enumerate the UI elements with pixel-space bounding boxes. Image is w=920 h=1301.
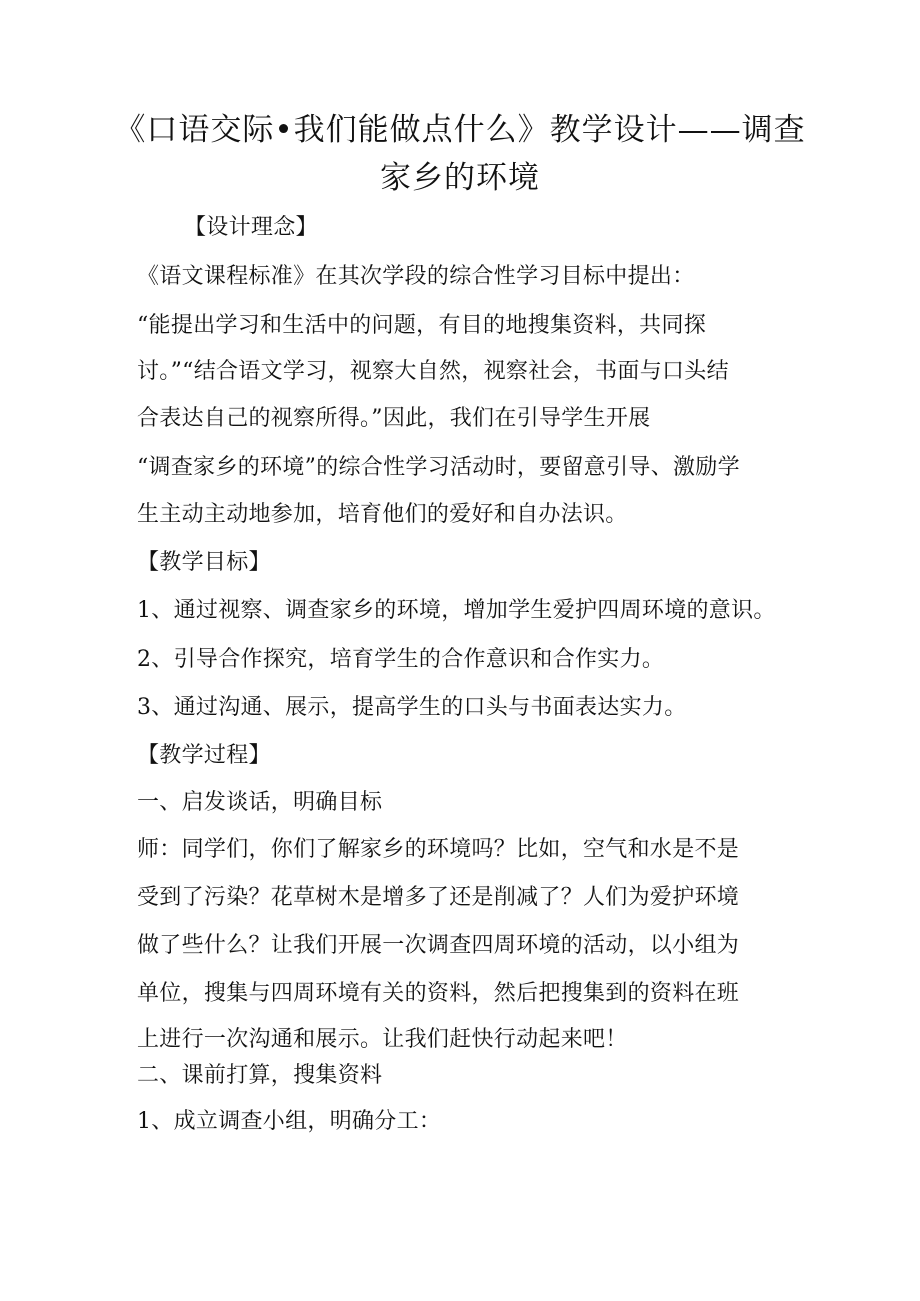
concept-line-1: 《语文课程标准》在其次学段的综合性学习目标中提出： [137, 264, 695, 289]
step-2-heading: 二、课前打算，搜集资料 [137, 1063, 383, 1088]
goal-item-1: 1、通过视察、调查家乡的环境，增加学生爱护四周环境的意识。 [137, 598, 776, 623]
goal-item-2: 2、引导合作探究，培育学生的合作意识和合作实力。 [137, 647, 665, 672]
step-1-line-2: 受到了污染？花草树木是增多了还是削减了？人们为爱护环境 [137, 885, 740, 910]
document-title-line-1: 《口语交际•我们能做点什么》教学设计——调查 [114, 112, 806, 148]
step-1-line-1: 师：同学们，你们了解家乡的环境吗？比如，空气和水是不是 [137, 837, 740, 862]
step-1-line-4: 单位，搜集与四周环境有关的资料，然后把搜集到的资料在班 [137, 981, 740, 1006]
step-1-line-3: 做了些什么？让我们开展一次调查四周环境的活动，以小组为 [137, 933, 740, 958]
section-heading-process: 【教学过程】 [137, 743, 271, 768]
step-1-line-5: 上进行一次沟通和展示。让我们赶快行动起来吧！ [137, 1027, 628, 1052]
document-title-line-2: 家乡的环境 [380, 160, 540, 196]
concept-line-5: “调查家乡的环境”的综合性学习活动时，要留意引导、激励学 [137, 455, 740, 480]
section-heading-goals: 【教学目标】 [137, 550, 271, 575]
step-2-item-1: 1、成立调查小组，明确分工： [137, 1109, 442, 1134]
step-1-heading: 一、启发谈话，明确目标 [137, 790, 383, 815]
goal-item-3: 3、通过沟通、展示，提高学生的口头与书面表达实力。 [137, 695, 687, 720]
concept-line-6: 生主动主动地参加，培育他们的爱好和自办法识。 [137, 502, 628, 527]
concept-line-2: “能提出学习和生活中的问题，有目的地搜集资料，共同探 [137, 313, 707, 338]
section-heading-concept: 【设计理念】 [184, 215, 318, 240]
concept-line-4: 合表达自己的视察所得。”因此，我们在引导学生开展 [137, 406, 651, 431]
concept-line-3: 讨。”“结合语文学习，视察大自然，视察社会，书面与口头结 [137, 359, 729, 384]
